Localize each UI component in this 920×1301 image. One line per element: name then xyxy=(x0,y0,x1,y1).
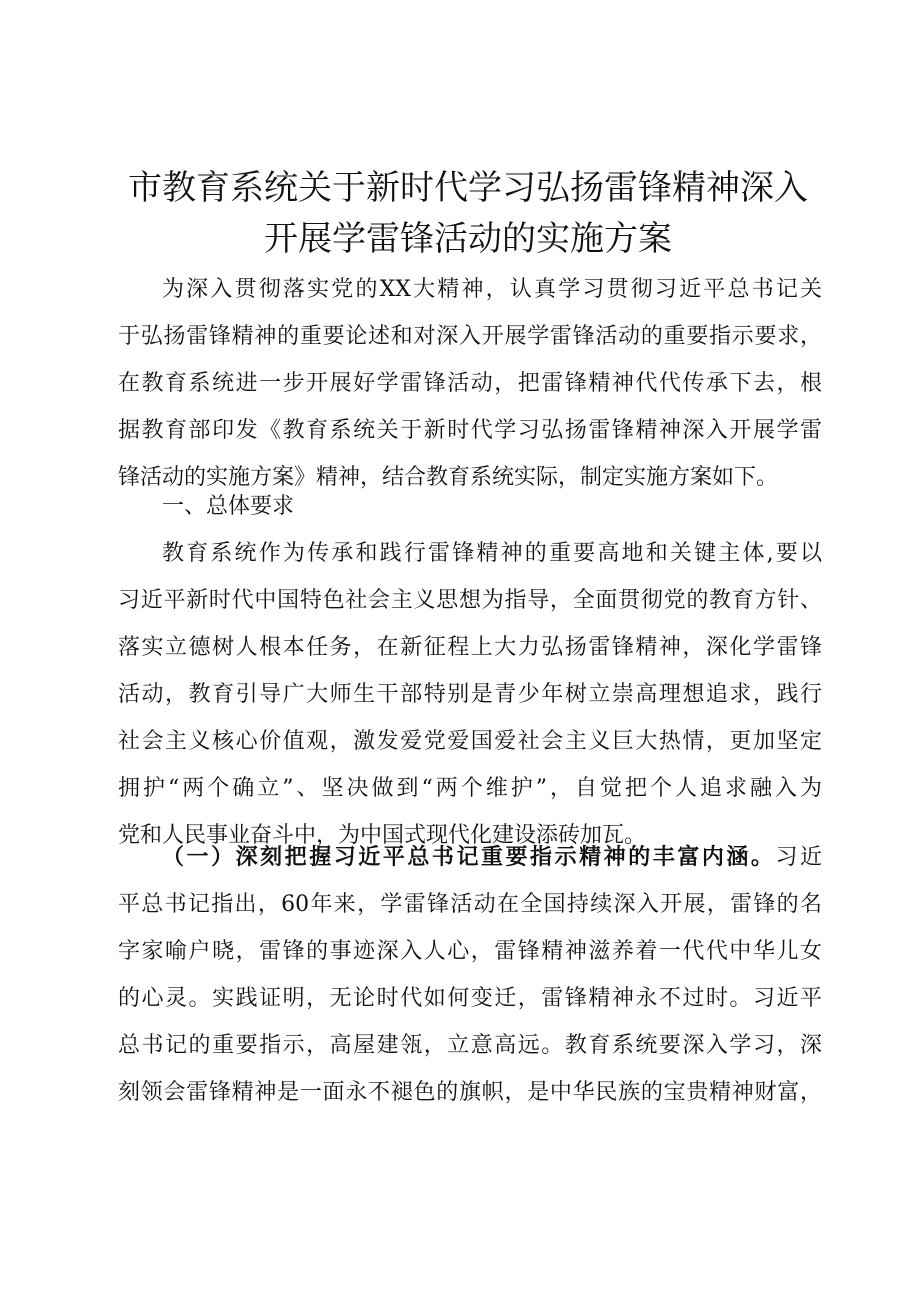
subsection-lead-tail: 习近 xyxy=(775,845,822,870)
paragraph-line: 的心灵。实践证明，无论时代如何变迁，雷锋精神永不过时。习近平 xyxy=(118,986,822,1011)
document-title-line-2: 开展学雷锋活动的实施方案 xyxy=(264,219,672,259)
paragraph-line: 刻领会雷锋精神是一面永不褪色的旗帜，是中华民族的宝贵精神财富， xyxy=(118,1080,822,1105)
paragraph-line: 于弘扬雷锋精神的重要论述和对深入开展学雷锋活动的重要指示要求， xyxy=(118,324,822,349)
paragraph-line: 字家喻户晓，雷锋的事迹深入人心，雷锋精神滋养着一代代中华儿女 xyxy=(118,939,822,964)
subsection1-paragraph xyxy=(118,834,822,1116)
paragraph-line: 为深入贯彻落实党的XX大精神，认真学习贯彻习近平总书记关 xyxy=(162,277,822,302)
paragraph-line: 在教育系统进一步开展好学雷锋活动，把雷锋精神代代传承下去，根 xyxy=(118,371,822,396)
paragraph-line: 落实立德树人根本任务，在新征程上大力弘扬雷锋精神，深化学雷锋 xyxy=(118,635,822,660)
subsection-lead-heading: （一）深刻把握习近平总书记重要指示精神的丰富内涵。 xyxy=(162,844,776,870)
paragraph-line: 锋活动的实施方案》精神，结合教育系统实际，制定实施方案如下。 xyxy=(118,465,779,490)
paragraph-line: 总书记的重要指示，高屋建瓴，立意高远。教育系统要深入学习，深 xyxy=(118,1033,822,1058)
document-title-line-1: 市教育系统关于新时代学习弘扬雷锋精神深入 xyxy=(128,168,808,208)
paragraph-line: 据教育部印发《教育系统关于新时代学习弘扬雷锋精神深入开展学雷 xyxy=(118,418,822,443)
paragraph-line: 活动，教育引导广大师生干部特别是青少年树立崇高理想追求，践行 xyxy=(118,682,822,707)
paragraph-first-line xyxy=(118,834,822,881)
section1-paragraph xyxy=(118,530,822,859)
section-heading-overall-requirements: 一、总体要求 xyxy=(162,494,295,519)
paragraph-line: 平总书记指出，60年来，学雷锋活动在全国持续深入开展，雷锋的名 xyxy=(118,892,822,917)
paragraph-line: 教育系统作为传承和践行雷锋精神的重要高地和关键主体,要以 xyxy=(162,541,822,566)
intro-paragraph xyxy=(118,266,822,501)
paragraph-line: 拥护“两个确立”、坚决做到“两个维护”，自觉把个人追求融入为 xyxy=(118,776,822,801)
paragraph-line: 社会主义核心价值观，激发爱党爱国爱社会主义巨大热情，更加坚定 xyxy=(118,729,822,754)
paragraph-line: 习近平新时代中国特色社会主义思想为指导，全面贯彻党的教育方针、 xyxy=(118,588,822,613)
paragraph-line: 党和人民事业奋斗中，为中国式现代化建设添砖加瓦。 xyxy=(118,823,647,848)
